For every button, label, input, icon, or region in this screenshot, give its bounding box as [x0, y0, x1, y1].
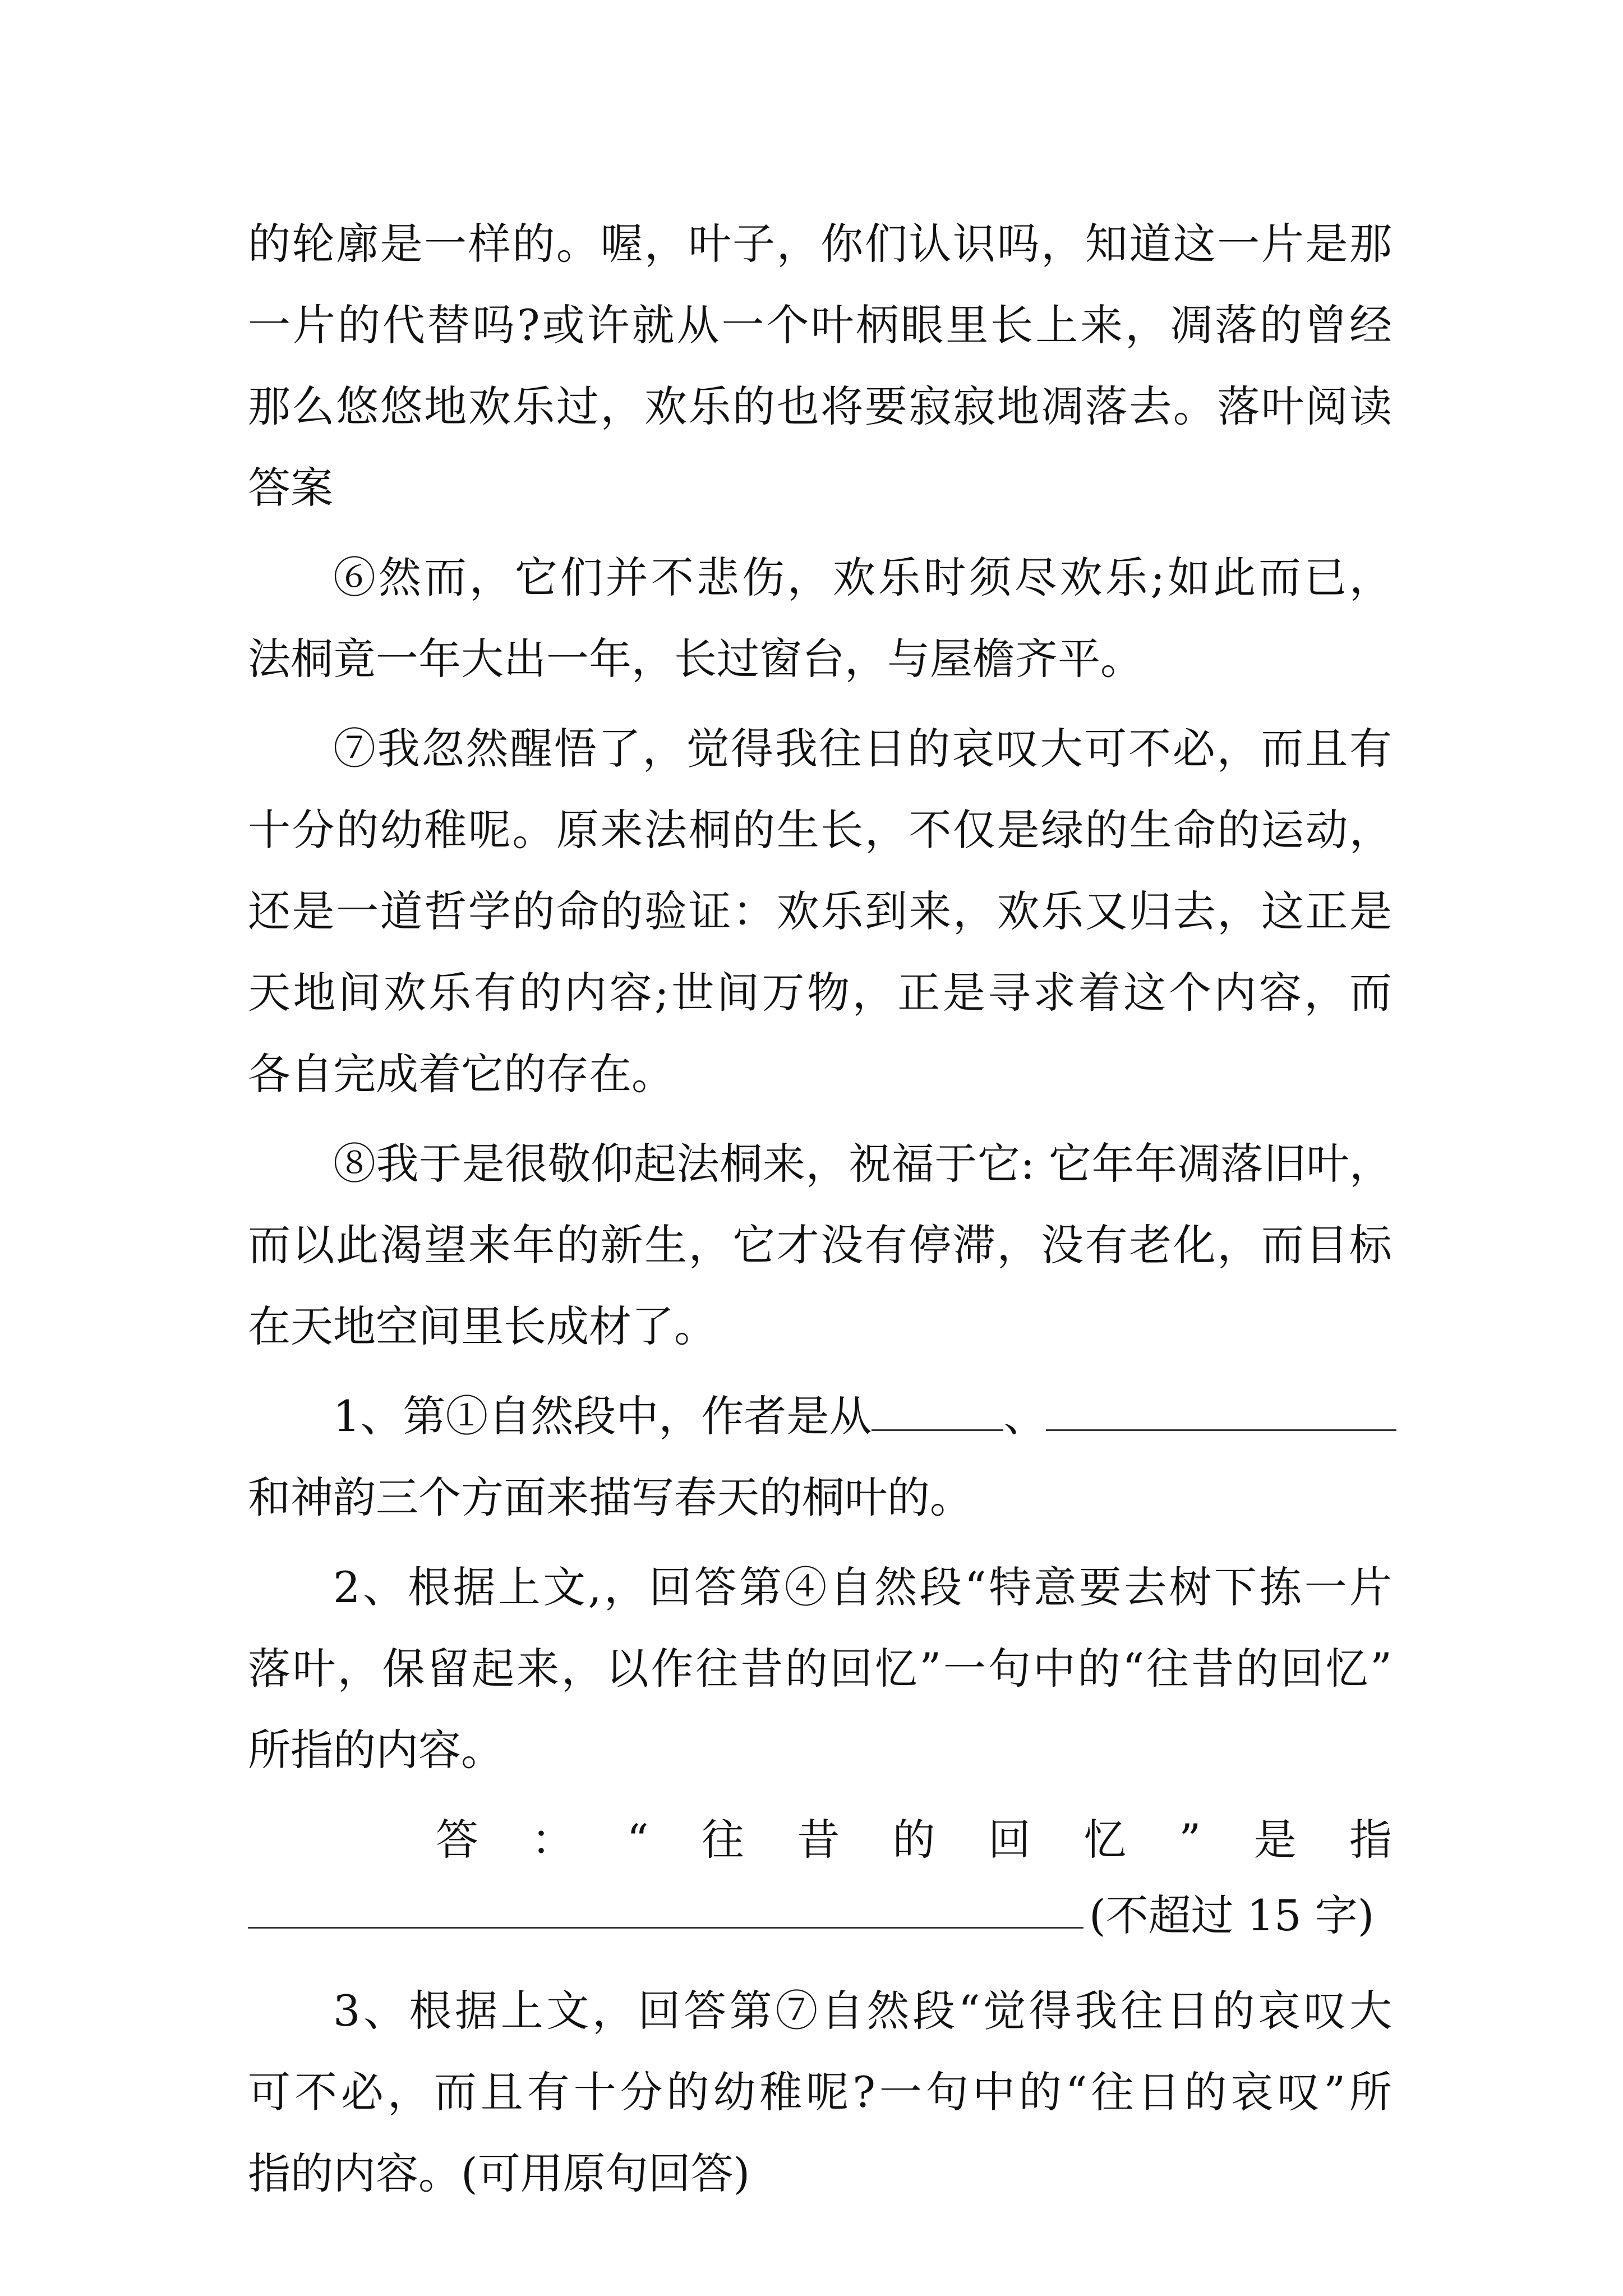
paragraph-7-line: ⑦我忽然醒悟了，觉得我往日的哀叹大可不必，而且有: [333, 724, 1392, 774]
paragraph-7-line: 各自完成着它的存在。: [248, 1049, 674, 1099]
question-1-line-2: 和神韵三个方面来描写春天的桐叶的。: [248, 1473, 972, 1522]
paragraph-line: 那么悠悠地欢乐过，欢乐的也将要寂寂地凋落去。落叶阅读: [248, 381, 1392, 431]
question-3-line: 可不必，而且有十分的幼稚呢?一句中的“往日的哀叹”所: [248, 2067, 1392, 2117]
paragraph-6-line: 法桐竟一年大出一年，长过窗台，与屋檐齐平。: [248, 634, 1143, 684]
paragraph-7-line: 天地间欢乐有的内容;世间万物，正是寻求着这个内容，而: [248, 968, 1392, 1018]
question-3-line: 3、根据上文，回答第⑦自然段“觉得我往日的哀叹大: [333, 1986, 1392, 2036]
question-1-separator: 、: [1003, 1391, 1046, 1441]
paragraph-6-line: ⑥然而，它们并不悲伤，欢乐时须尽欢乐;如此而已，: [333, 553, 1392, 602]
paragraph-8-line: ⑧我于是很敬仰起法桐来，祝福于它: 它年年凋落旧叶，: [333, 1139, 1392, 1189]
fill-blank-2[interactable]: [1046, 1389, 1396, 1431]
word-limit-note: (不超过 15 字): [1089, 1890, 1375, 1940]
paragraph-line: 答案: [248, 463, 333, 513]
answer-blank-line[interactable]: [248, 1927, 1083, 1929]
paragraph-7-line: 十分的幼稚呢。原来法桐的生长，不仅是绿的生命的运动，: [248, 805, 1392, 855]
question-3-line: 指的内容。(可用原句回答): [248, 2148, 750, 2198]
question-1: [333, 1388, 1396, 1444]
question-1-prefix: 1、第①自然段中，作者是从: [333, 1391, 872, 1441]
paragraph-line: 一片的代替吗?或许就从一个叶柄眼里长上来，凋落的曾经: [248, 300, 1392, 350]
question-2-line: 落叶，保留起来，以作往昔的回忆”一句中的“往昔的回忆”: [248, 1644, 1392, 1694]
paragraph-line: 的轮廓是一样的。喔，叶子，你们认识吗，知道这一片是那: [248, 219, 1392, 269]
paragraph-8-line: 在天地空间里长成材了。: [248, 1301, 717, 1351]
fill-blank-1[interactable]: [872, 1389, 1003, 1431]
paragraph-8-line: 而以此渴望来年的新生，它才没有停滞，没有老化，而目标: [248, 1220, 1392, 1270]
paragraph-7-line: 还是一道哲学的命的验证：欢乐到来，欢乐又归去，这正是: [248, 886, 1392, 936]
answer-prompt: 答：“往昔的回忆”是指: [436, 1815, 1392, 1865]
question-2-line: 2、根据上文,，回答第④自然段“特意要去树下拣一片: [333, 1562, 1392, 1612]
question-2-line: 所指的内容。: [248, 1725, 504, 1775]
